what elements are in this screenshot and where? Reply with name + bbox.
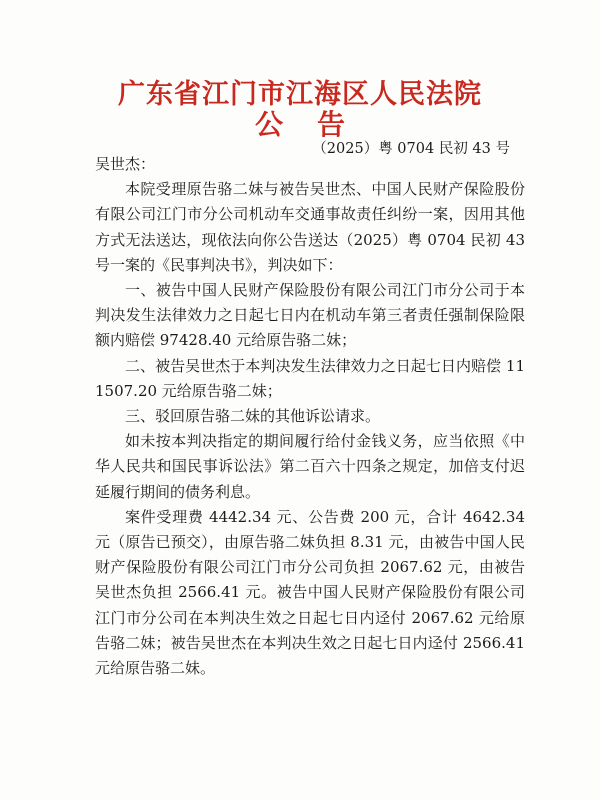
paragraph-judgment-3: 三、驳回原告骆二妹的其他诉讼请求。 xyxy=(125,407,381,426)
paragraph-fees: 案件受理费 4442.34 元、公告费 200 元，合计 4642.34 元（原告已预交），由原告骆二妹负担 8.31 元，由被告中国人民财产保险股份有限公司江门市分公司负担 2067.62 元，由被告吴世杰负担 2566.41 元。被告中国人民财产保险股份有限公司江门市分公司在本判决生效之日起七日内迳付 2067.62 元给原告骆二妹；被告吴世杰在本判决生效之日起七日内迳付 2566.41 元给原告骆二妹。 xyxy=(95,507,525,678)
paragraph-judgment-1: 一、被告中国人民财产保险股份有限公司江门市分公司于本判决发生法律效力之日起七日内在机动车第三者责任强制保险限额内赔偿 97428.40 元给原告骆二妹； xyxy=(95,281,525,350)
paragraph-judgment-2: 二、被告吴世杰于本判决发生法律效力之日起七日内赔偿 111507.20 元给原告骆二妹； xyxy=(95,356,525,400)
court-name: 广东省江门市江海区人民法院 xyxy=(118,79,482,110)
paragraph-intro: 本院受理原告骆二妹与被告吴世杰、中国人民财产保险股份有限公司江门市分公司机动车交通事故责任纠纷一案，因用其他方式无法送达，现依法向你公告送达（2025）粤 0704 民初 43 号一案的《民事判决书》，判决如下： xyxy=(95,180,525,274)
notice-body xyxy=(95,152,525,681)
document-title: 公告 xyxy=(254,108,379,141)
paragraph-interest: 如未按本判决指定的期间履行给付金钱义务，应当依照《中华人民共和国民事诉讼法》第二百六十四条之规定，加倍支付迟延履行期间的债务利息。 xyxy=(95,432,525,501)
case-number: （2025）粤 0704 民初 43 号 xyxy=(312,141,510,157)
addressee: 吴世杰： xyxy=(95,155,156,173)
